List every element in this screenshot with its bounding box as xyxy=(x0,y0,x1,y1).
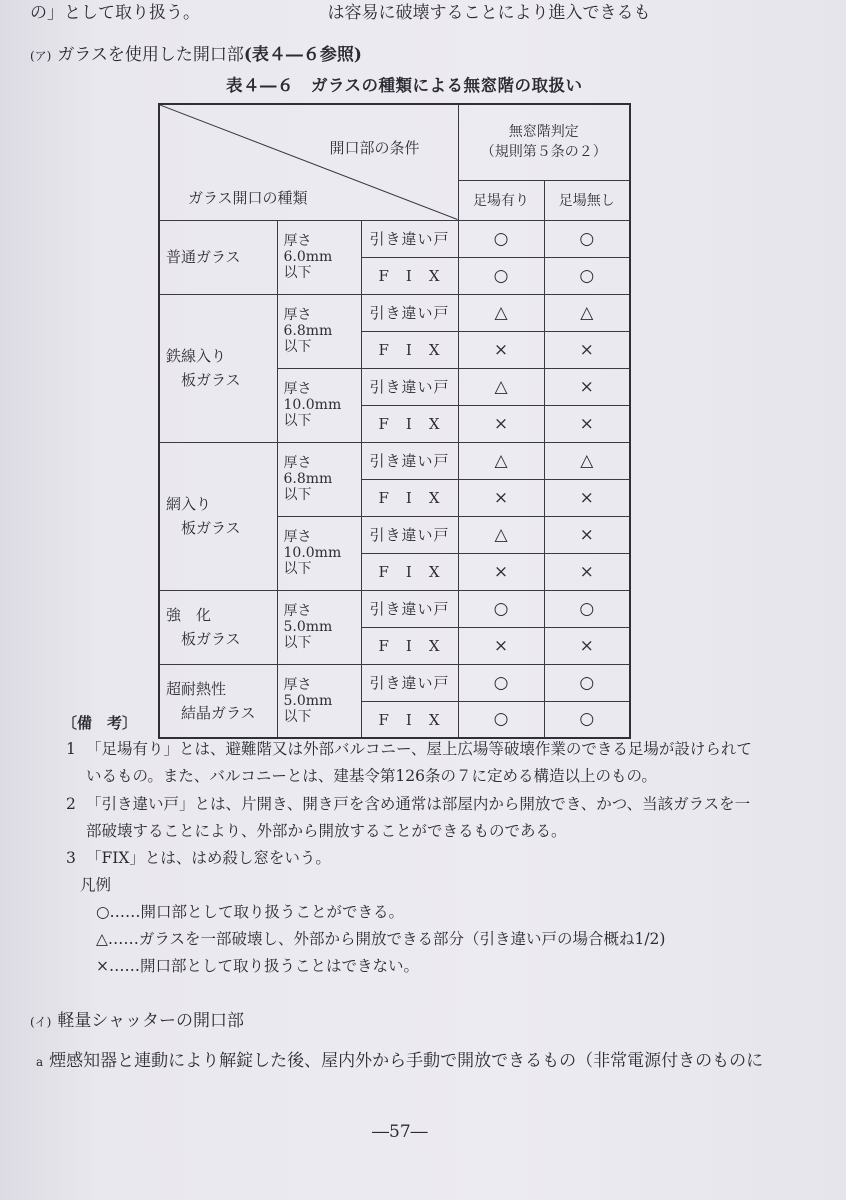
continued-text-line: の」として取り扱う。 は容易に破壊することにより進入できるも xyxy=(30,3,651,23)
glass-kind-line: 網入り xyxy=(166,495,212,513)
note-number: 2 xyxy=(66,794,76,813)
glass-kind-cell xyxy=(159,442,277,590)
paragraph-text: 煙感知器と連動により解錠した後、屋内外から手動で開放できるもの（非常電源付きのものに xyxy=(49,1051,764,1071)
notes-heading: 〔備 考〕 xyxy=(62,714,138,732)
judgement-scaffold-no: ○ xyxy=(544,701,630,738)
thickness-line: 5.0mm xyxy=(283,692,333,709)
open-type-sliding: 引き違い戸 xyxy=(361,294,458,331)
header-scaffold-no: 足場無し xyxy=(544,180,630,220)
judgement-scaffold-yes: × xyxy=(458,405,544,442)
paragraph-mark: a xyxy=(36,1055,44,1069)
table-caption: 表４―６ ガラスの種類による無窓階の取扱い xyxy=(226,76,583,95)
table-row xyxy=(159,590,630,627)
open-type-fix: F I X xyxy=(361,257,458,294)
table-corner-header xyxy=(159,104,458,220)
open-type-sliding: 引き違い戸 xyxy=(361,590,458,627)
judgement-scaffold-no: ○ xyxy=(544,590,630,627)
note-line: 「FIX」とは、はめ殺し窓をいう。 xyxy=(86,848,331,867)
judgement-scaffold-yes: △ xyxy=(458,294,544,331)
subsection-mark: (ア) xyxy=(30,49,52,63)
thickness-line: 厚さ xyxy=(283,676,312,693)
open-type-fix: F I X xyxy=(361,405,458,442)
note-line: 「足場有り」とは、避難階又は外部バルコニー、屋上広場等破壊作業のできる足場が設けられて xyxy=(86,740,752,759)
header-glass-kind: ガラス開口の種類 xyxy=(188,188,308,207)
glass-kind-line: 超耐熱性 xyxy=(166,679,227,698)
judgement-scaffold-no: △ xyxy=(544,442,630,479)
judgement-scaffold-no: × xyxy=(544,627,630,664)
thickness-line: 以下 xyxy=(283,561,312,578)
note-item xyxy=(66,791,806,845)
judgement-scaffold-yes: × xyxy=(458,479,544,516)
legend-item-circle: ○……開口部として取り扱うことができる。 xyxy=(96,903,405,921)
glass-kind-cell xyxy=(159,220,277,294)
judgement-scaffold-yes: × xyxy=(458,553,544,590)
note-line: いるもの。また、バルコニーとは、建基令第126条の７に定める構造以上のもの。 xyxy=(86,767,657,786)
judgement-scaffold-yes: ○ xyxy=(458,257,544,294)
open-type-sliding: 引き違い戸 xyxy=(361,516,458,553)
note-item xyxy=(66,736,806,790)
thickness-cell xyxy=(277,516,361,590)
judgement-scaffold-no: × xyxy=(544,553,630,590)
table-row xyxy=(159,442,630,479)
thickness-line: 厚さ xyxy=(283,602,312,619)
thickness-line: 10.0mm xyxy=(283,396,342,413)
judgement-scaffold-no: × xyxy=(544,331,630,368)
table-row xyxy=(159,220,630,257)
note-line: 部破壊することにより、外部から開放することができるものである。 xyxy=(86,821,567,840)
legend-item-cross: ×……開口部として取り扱うことはできない。 xyxy=(96,957,419,976)
open-type-fix: F I X xyxy=(361,701,458,738)
judgement-scaffold-no: × xyxy=(544,405,630,442)
header-judgement-rule: （規則第５条の２） xyxy=(480,144,607,161)
table-row xyxy=(159,664,630,701)
judgement-scaffold-no: × xyxy=(544,516,630,553)
judgement-scaffold-yes: ○ xyxy=(458,701,544,738)
section-mark: (イ) xyxy=(30,1015,52,1029)
judgement-scaffold-no: × xyxy=(544,479,630,516)
open-type-sliding: 引き違い戸 xyxy=(361,442,458,479)
judgement-scaffold-no: △ xyxy=(544,294,630,331)
thickness-cell xyxy=(277,294,361,368)
thickness-line: 以下 xyxy=(283,487,312,504)
thickness-line: 10.0mm xyxy=(283,544,342,561)
judgement-scaffold-yes: △ xyxy=(458,442,544,479)
note-number: 1 xyxy=(66,740,76,759)
header-judgement xyxy=(458,104,630,180)
glass-kind-cell xyxy=(159,590,277,664)
judgement-scaffold-yes: ○ xyxy=(458,590,544,627)
legend-item-triangle: △……ガラスを一部破壊し、外部から開放できる部分（引き違い戸の場合概ね1/2) xyxy=(96,930,666,949)
thickness-line: 厚さ xyxy=(283,454,312,471)
section-title: 軽量シャッターの開口部 xyxy=(57,1011,245,1031)
judgement-scaffold-no: ○ xyxy=(544,664,630,701)
judgement-scaffold-yes: △ xyxy=(458,516,544,553)
glass-kind-line: 板ガラス xyxy=(166,630,241,648)
page-number: ―57― xyxy=(372,1122,428,1142)
glass-table xyxy=(158,103,631,739)
open-type-fix: F I X xyxy=(361,553,458,590)
glass-kind-line: 結晶ガラス xyxy=(166,703,256,722)
judgement-scaffold-no: ○ xyxy=(544,257,630,294)
thickness-line: 6.8mm xyxy=(283,470,333,487)
glass-kind-line: 鉄線入り xyxy=(166,347,227,365)
thickness-line: 以下 xyxy=(283,339,312,356)
thickness-cell xyxy=(277,220,361,294)
glass-kind-line: 普通ガラス xyxy=(166,248,241,266)
thickness-line: 6.8mm xyxy=(283,322,333,339)
glass-kind-line: 板ガラス xyxy=(166,371,241,389)
legend-title: 凡例 xyxy=(80,875,112,894)
note-number: 3 xyxy=(66,848,76,867)
note-item xyxy=(66,845,806,872)
judgement-scaffold-yes: △ xyxy=(458,368,544,405)
paragraph xyxy=(36,1046,763,1071)
thickness-line: 以下 xyxy=(283,413,312,430)
thickness-line: 以下 xyxy=(283,635,312,652)
thickness-line: 以下 xyxy=(283,265,312,282)
glass-kind-cell xyxy=(159,294,277,442)
subsection-title: ガラスを使用した開口部 xyxy=(57,45,244,65)
thickness-line: 厚さ xyxy=(283,528,312,545)
thickness-line: 5.0mm xyxy=(283,618,333,635)
header-condition: 開口部の条件 xyxy=(329,139,420,157)
thickness-line: 厚さ xyxy=(283,380,312,397)
thickness-cell xyxy=(277,442,361,516)
open-type-sliding: 引き違い戸 xyxy=(361,664,458,701)
legend xyxy=(66,872,806,981)
note-line: 「引き違い戸」とは、片開き、開き戸を含め通常は部屋内から開放でき、かつ、当該ガラスを一 xyxy=(86,794,751,813)
thickness-line: 厚さ xyxy=(283,306,312,323)
judgement-scaffold-yes: × xyxy=(458,331,544,368)
subsection-heading xyxy=(30,40,362,65)
subsection-reference: (表４―６参照) xyxy=(243,45,362,65)
judgement-scaffold-no: ○ xyxy=(544,220,630,257)
open-type-sliding: 引き違い戸 xyxy=(361,220,458,257)
section-heading xyxy=(30,1006,244,1031)
header-judgement-title: 無窓階判定 xyxy=(508,123,579,140)
judgement-scaffold-yes: ○ xyxy=(458,664,544,701)
thickness-cell xyxy=(277,590,361,664)
glass-kind-line: 強 化 xyxy=(166,606,212,624)
open-type-fix: F I X xyxy=(361,331,458,368)
notes-section xyxy=(62,710,806,980)
thickness-line: 以下 xyxy=(283,708,312,725)
thickness-line: 6.0mm xyxy=(283,248,333,265)
table-row xyxy=(159,294,630,331)
header-scaffold-yes: 足場有り xyxy=(458,180,544,220)
open-type-fix: F I X xyxy=(361,627,458,664)
open-type-fix: F I X xyxy=(361,479,458,516)
judgement-scaffold-yes: ○ xyxy=(458,220,544,257)
judgement-scaffold-no: × xyxy=(544,368,630,405)
judgement-scaffold-yes: × xyxy=(458,627,544,664)
glass-kind-line: 板ガラス xyxy=(166,519,241,537)
thickness-line: 厚さ xyxy=(283,232,312,249)
open-type-sliding: 引き違い戸 xyxy=(361,368,458,405)
thickness-cell xyxy=(277,368,361,442)
